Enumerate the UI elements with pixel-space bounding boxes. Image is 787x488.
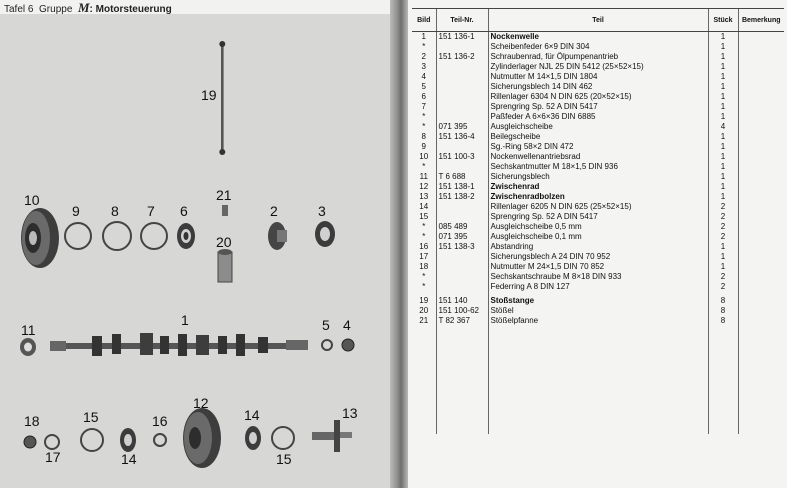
cell-teil: Sechskantmutter M 18×1,5 DIN 936 — [488, 162, 708, 172]
col-header-teil: Teil — [488, 9, 708, 32]
label-1: 1 — [181, 312, 189, 328]
cell-stueck: 1 — [708, 242, 738, 252]
cell-teilnr — [436, 162, 488, 172]
cell-bemerkung — [738, 132, 784, 142]
label-3: 3 — [318, 203, 326, 219]
cell-teil: Sechskantschraube M 8×18 DIN 933 — [488, 272, 708, 282]
cell-teilnr: 151 138-1 — [436, 182, 488, 192]
part-lock-plate-17 — [45, 435, 59, 449]
part-tappet — [218, 249, 232, 282]
cell-bild: * — [422, 222, 426, 231]
label-14a: 14 — [121, 451, 137, 467]
cell-teil: Nutmutter M 14×1,5 DIN 1804 — [488, 72, 708, 82]
cell-bild: * — [422, 122, 426, 131]
cell-stueck: 4 — [708, 122, 738, 132]
table-row — [412, 112, 784, 122]
cell-stueck: 1 — [708, 72, 738, 82]
label-10: 10 — [24, 192, 40, 208]
cell-teilnr: 151 140 — [436, 296, 488, 306]
part-pushrod-cup — [222, 205, 228, 216]
cell-teil: Nockenwelle — [488, 32, 708, 43]
cell-bild: * — [422, 42, 426, 51]
table-row — [412, 122, 784, 132]
table-row — [412, 252, 784, 262]
label-12: 12 — [193, 395, 209, 411]
cell-teil: Zwischenradbolzen — [488, 192, 708, 202]
cell-bemerkung — [738, 62, 784, 72]
cell-teil: Abstandring — [488, 242, 708, 252]
label-7: 7 — [147, 203, 155, 219]
label-19: 19 — [201, 87, 217, 103]
label-6: 6 — [180, 203, 188, 219]
cell-stueck: 8 — [708, 316, 738, 326]
cell-bild: 1 — [421, 32, 426, 41]
cell-teilnr: 151 100-62 — [436, 306, 488, 316]
cell-stueck: 1 — [708, 172, 738, 182]
right-page-parts-list — [408, 0, 787, 488]
label-14b: 14 — [244, 407, 260, 423]
cell-bild: 11 — [419, 172, 428, 181]
part-cylinder-bearing — [315, 221, 335, 247]
table-row — [412, 296, 784, 306]
cell-bild: * — [422, 162, 426, 171]
filler-cell — [436, 326, 488, 434]
table-filler-row — [412, 326, 784, 434]
table-row — [412, 72, 784, 82]
part-snap-ring-7 — [141, 223, 167, 249]
cell-teil: Nockenwellenantriebsrad — [488, 152, 708, 162]
part-bearing-14a — [120, 428, 136, 452]
table-row — [412, 242, 784, 252]
label-18: 18 — [24, 413, 40, 429]
cell-stueck: 1 — [708, 82, 738, 92]
table-row — [412, 82, 784, 92]
page-header — [0, 0, 396, 14]
cell-teilnr: 151 138-2 — [436, 192, 488, 202]
part-bearing-6 — [177, 223, 195, 249]
part-slotted-nut-4 — [342, 339, 354, 351]
table-row — [412, 262, 784, 272]
cell-teilnr — [436, 112, 488, 122]
cell-stueck: 8 — [708, 296, 738, 306]
table-row — [412, 32, 784, 43]
cell-bild: 2 — [421, 52, 426, 61]
cell-teilnr: 151 136-4 — [436, 132, 488, 142]
col-header-bemerkung: Bemerkung — [738, 9, 784, 32]
cell-bemerkung — [738, 162, 784, 172]
cell-stueck: 1 — [708, 62, 738, 72]
cell-bild: 6 — [421, 92, 426, 101]
table-row — [412, 316, 784, 326]
filler-cell — [488, 326, 708, 434]
cell-stueck: 1 — [708, 92, 738, 102]
col-header-stueck: Stück — [708, 9, 738, 32]
cell-teilnr — [436, 72, 488, 82]
cell-bemerkung — [738, 192, 784, 202]
filler-cell — [412, 326, 436, 434]
gruppe-label: Gruppe — [39, 4, 73, 15]
cell-stueck: 2 — [708, 212, 738, 222]
part-lock-washer-11 — [20, 338, 36, 356]
cell-stueck: 1 — [708, 52, 738, 62]
label-15b: 15 — [276, 451, 292, 467]
label-9: 9 — [72, 203, 80, 219]
cell-bild: * — [422, 282, 426, 291]
cell-stueck: 2 — [708, 202, 738, 212]
cell-bemerkung — [738, 172, 784, 182]
part-drive-gear — [21, 208, 59, 268]
part-slotted-nut-18 — [24, 436, 36, 448]
cell-teil: Ausgleichscheibe 0,1 mm — [488, 232, 708, 242]
cell-teil: Sprengring Sp. 52 A DIN 5417 — [488, 102, 708, 112]
table-row — [412, 222, 784, 232]
parts-table-body — [412, 32, 784, 435]
cell-bild: 8 — [421, 132, 426, 141]
filler-cell — [708, 326, 738, 434]
cell-bemerkung — [738, 52, 784, 62]
cell-teil: Zwischenrad — [488, 182, 708, 192]
cell-bemerkung — [738, 112, 784, 122]
cell-teilnr — [436, 142, 488, 152]
cell-teilnr: T 6 688 — [436, 172, 488, 182]
tafel-label: Tafel 6 — [4, 4, 34, 15]
cell-bemerkung — [738, 202, 784, 212]
table-row — [412, 162, 784, 172]
cell-teil: Zylinderlager NJL 25 DIN 5412 (25×52×15) — [488, 62, 708, 72]
label-15a: 15 — [83, 409, 99, 425]
label-16: 16 — [152, 413, 168, 429]
part-camshaft — [50, 333, 308, 356]
label-8: 8 — [111, 203, 119, 219]
cell-teil: Stoßstange — [488, 296, 708, 306]
table-row — [412, 172, 784, 182]
table-row — [412, 212, 784, 222]
part-lock-washer-5 — [322, 340, 332, 350]
table-row — [412, 232, 784, 242]
cell-bemerkung — [738, 102, 784, 112]
table-row — [412, 272, 784, 282]
cell-bild: 10 — [419, 152, 429, 161]
cell-teil: Rillenlager 6205 N DIN 625 (25×52×15) — [488, 202, 708, 212]
cell-bild: 4 — [421, 72, 426, 81]
cell-bemerkung — [738, 122, 784, 132]
cell-bild: 17 — [419, 252, 429, 261]
cell-stueck: 1 — [708, 182, 738, 192]
table-row — [412, 102, 784, 112]
cell-teilnr — [436, 252, 488, 262]
cell-teil: Ausgleichscheibe 0,5 mm — [488, 222, 708, 232]
cell-bemerkung — [738, 222, 784, 232]
cell-bemerkung — [738, 296, 784, 306]
part-washer — [103, 222, 131, 250]
part-spacer-ring — [154, 434, 166, 446]
cell-teilnr: 151 136-1 — [436, 32, 488, 43]
cell-teilnr — [436, 282, 488, 292]
part-intermediate-gear — [183, 408, 221, 468]
cell-bemerkung — [738, 242, 784, 252]
table-row — [412, 182, 784, 192]
cell-teilnr — [436, 202, 488, 212]
cell-teil: Stößelpfanne — [488, 316, 708, 326]
label-17: 17 — [45, 449, 61, 465]
cell-stueck: 1 — [708, 32, 738, 43]
cell-bemerkung — [738, 72, 784, 82]
cell-teil: Paßfeder A 6×6×36 DIN 6885 — [488, 112, 708, 122]
cell-teil: Nutmutter M 24×1,5 DIN 70 852 — [488, 262, 708, 272]
cell-teilnr — [436, 262, 488, 272]
book-gutter — [390, 0, 410, 488]
cell-teilnr: T 82 367 — [436, 316, 488, 326]
table-row — [412, 306, 784, 316]
cell-bemerkung — [738, 282, 784, 292]
table-header-row — [412, 9, 784, 32]
filler-cell — [738, 326, 784, 434]
cell-teilnr — [436, 102, 488, 112]
part-push-rod — [219, 41, 225, 155]
cell-bild: * — [422, 272, 426, 281]
cell-teil: Federring A 8 DIN 127 — [488, 282, 708, 292]
cell-bild: 5 — [421, 82, 426, 91]
table-row — [412, 92, 784, 102]
parts-table — [412, 8, 784, 434]
cell-stueck: 1 — [708, 102, 738, 112]
cell-bemerkung — [738, 306, 784, 316]
cell-bild: * — [422, 112, 426, 121]
label-4: 4 — [343, 317, 351, 333]
cell-bemerkung — [738, 32, 784, 43]
label-11: 11 — [21, 322, 36, 338]
cell-teil: Sicherungsblech — [488, 172, 708, 182]
cell-bild: 19 — [419, 296, 429, 305]
cell-teil: Ausgleichscheibe — [488, 122, 708, 132]
cell-bild: 16 — [419, 242, 429, 251]
cell-teil: Stößel — [488, 306, 708, 316]
cell-bemerkung — [738, 92, 784, 102]
table-row — [412, 132, 784, 142]
cell-teilnr — [436, 42, 488, 52]
cell-teilnr — [436, 62, 488, 72]
cell-bemerkung — [738, 182, 784, 192]
cell-teilnr — [436, 212, 488, 222]
section-title: : Motorsteuerung — [89, 4, 172, 15]
cell-stueck: 1 — [708, 132, 738, 142]
cell-bild: 7 — [421, 102, 426, 111]
cell-stueck: 1 — [708, 152, 738, 162]
cell-teilnr — [436, 92, 488, 102]
cell-bild: 3 — [421, 62, 426, 71]
cell-bild: 13 — [419, 192, 429, 201]
cell-bild: * — [422, 232, 426, 241]
cell-stueck: 1 — [708, 112, 738, 122]
cell-bild: 15 — [419, 212, 429, 221]
cell-teil: Sprengring Sp. 52 A DIN 5417 — [488, 212, 708, 222]
cell-stueck: 1 — [708, 262, 738, 272]
cell-stueck: 1 — [708, 42, 738, 52]
cell-teilnr — [436, 272, 488, 282]
cell-teilnr: 071 395 — [436, 232, 488, 242]
cell-bemerkung — [738, 272, 784, 282]
cell-stueck: 2 — [708, 222, 738, 232]
cell-stueck: 2 — [708, 232, 738, 242]
label-21: 21 — [216, 187, 232, 203]
part-bearing-14b — [245, 426, 261, 450]
table-row — [412, 192, 784, 202]
cell-bild: 21 — [419, 316, 429, 325]
gruppe-letter: M — [77, 0, 90, 15]
table-row — [412, 282, 784, 292]
cell-bemerkung — [738, 262, 784, 272]
cell-bild: 9 — [421, 142, 426, 151]
table-row — [412, 202, 784, 212]
table-row — [412, 52, 784, 62]
cell-stueck: 1 — [708, 162, 738, 172]
part-intermediate-bolt — [312, 420, 352, 452]
cell-bild: 18 — [419, 262, 429, 271]
table-row — [412, 142, 784, 152]
cell-teil: Schraubenrad, für Ölpumpenantrieb — [488, 52, 708, 62]
cell-teilnr: 151 100-3 — [436, 152, 488, 162]
cell-teilnr: 151 136-2 — [436, 52, 488, 62]
cell-stueck: 1 — [708, 142, 738, 152]
cell-teilnr — [436, 82, 488, 92]
cell-teil: Scheibenfeder 6×9 DIN 304 — [488, 42, 708, 52]
cell-bemerkung — [738, 316, 784, 326]
cell-bemerkung — [738, 42, 784, 52]
cell-bild: 14 — [419, 202, 429, 211]
label-2: 2 — [270, 203, 278, 219]
cell-stueck: 1 — [708, 192, 738, 202]
col-header-teilnr: Teil-Nr. — [436, 9, 488, 32]
cell-teil: Sicherungsblech 14 DIN 462 — [488, 82, 708, 92]
cell-teilnr: 151 138-3 — [436, 242, 488, 252]
cell-bemerkung — [738, 232, 784, 242]
table-row — [412, 42, 784, 52]
label-5: 5 — [322, 317, 330, 333]
cell-stueck: 1 — [708, 252, 738, 262]
cell-stueck: 2 — [708, 272, 738, 282]
cell-bild: 20 — [419, 306, 429, 315]
part-snap-ring-9 — [65, 223, 91, 249]
cell-bemerkung — [738, 252, 784, 262]
cell-bemerkung — [738, 82, 784, 92]
label-20: 20 — [216, 234, 232, 250]
cell-stueck: 8 — [708, 306, 738, 316]
cell-bemerkung — [738, 212, 784, 222]
cell-bild: 12 — [419, 182, 429, 191]
cell-teilnr: 085 489 — [436, 222, 488, 232]
part-snap-ring-15a — [81, 429, 103, 451]
cell-teil: Sicherungsblech A 24 DIN 70 952 — [488, 252, 708, 262]
cell-teil: Sg.-Ring 58×2 DIN 472 — [488, 142, 708, 152]
label-13: 13 — [342, 405, 358, 421]
part-helical-gear — [268, 222, 287, 250]
cell-teil: Beilegscheibe — [488, 132, 708, 142]
cell-teil: Rillenlager 6304 N DIN 625 (20×52×15) — [488, 92, 708, 102]
exploded-parts-drawing — [0, 14, 396, 488]
table-row — [412, 62, 784, 72]
cell-bemerkung — [738, 142, 784, 152]
col-header-bild: Bild — [412, 9, 436, 32]
cell-bemerkung — [738, 152, 784, 162]
cell-stueck: 2 — [708, 282, 738, 292]
cell-teilnr: 071 395 — [436, 122, 488, 132]
part-snap-ring-15b — [272, 427, 294, 449]
table-row — [412, 152, 784, 162]
